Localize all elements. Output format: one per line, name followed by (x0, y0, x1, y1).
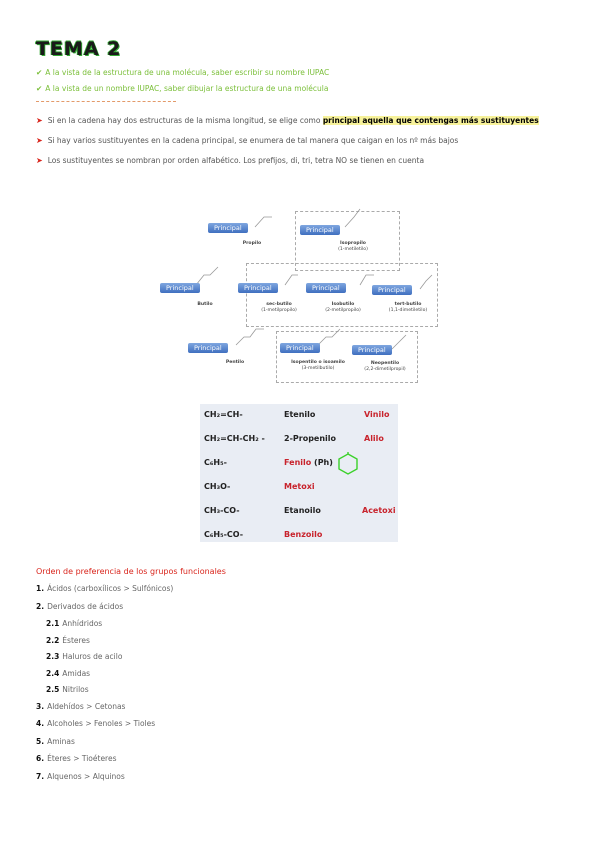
list-item (46, 636, 90, 645)
molecule-label: sec-butilo (1-metilpropilo) (261, 302, 297, 313)
list-text: Nitrilos (62, 685, 89, 694)
list-text: Ácidos (carboxílicos > Sulfónicos) (47, 584, 174, 593)
molecule-label: tert-butilo (1,1-dimetiletilo) (388, 302, 428, 313)
molecule-label: Pentilo (225, 360, 245, 365)
list-item (46, 685, 89, 694)
molecule-label: Propilo (242, 241, 262, 246)
list-number: 2.5 (46, 685, 60, 694)
list-number: 7. (36, 771, 45, 781)
list-number: 2. (36, 601, 45, 611)
list-item (36, 754, 117, 763)
list-text: Amidas (62, 668, 91, 678)
rule-1: ➤ Si en la cadena hay dos estructuras de la misma longitud, se elige como principal aquella que contengas más sustituyentes (36, 116, 539, 125)
benzene-ring-icon (337, 452, 359, 476)
objective-2: ✔ A la vista de un nombre IUPAC, saber dibujar la estructura de una molécula (36, 84, 329, 93)
section-title: Orden de preferencia de los grupos funcionales (36, 567, 226, 576)
list-text: Ésteres (62, 635, 90, 645)
principal-pill: Principal (372, 285, 412, 295)
molecule-label: Neopentilo (2,2-dimetilpropil) (364, 361, 406, 372)
list-number: 5. (36, 736, 45, 746)
objective-1: ✔ A la vista de la estructura de una molécula, saber escribir su nombre IUPAC (36, 68, 330, 77)
divider (36, 101, 176, 102)
list-number: 1. (36, 584, 45, 593)
principal-pill: Principal (238, 283, 278, 293)
list-number: 6. (36, 754, 45, 763)
principal-pill: Principal (352, 345, 392, 355)
list-item (36, 737, 75, 746)
list-number: 2.2 (46, 635, 60, 645)
rule-2: ➤ Si hay varios sustituyentes en la cadena principal, se enumera de tal manera que caigan en los nº más bajos (36, 136, 459, 145)
check-icon: ✔ (36, 84, 43, 93)
list-item (36, 702, 125, 711)
arrow-icon: ➤ (36, 136, 43, 145)
rule-3: ➤ Los sustituyentes se nombran por orden alfabético. Los prefijos, di, tri, tetra NO se tienen en cuenta (36, 156, 425, 165)
molecule-label: Isobutilo (2-metilpropilo) (325, 302, 361, 313)
list-text: Alquenos > Alquinos (47, 771, 125, 781)
list-item (36, 584, 173, 593)
list-item (36, 602, 123, 611)
list-text: Aminas (47, 736, 75, 746)
list-number: 4. (36, 719, 45, 728)
molecule-label: Butilo (197, 302, 213, 307)
principal-pill: Principal (280, 343, 320, 353)
molecule-label: Isopropilo (1-metiletilo) (338, 241, 368, 252)
check-icon: ✔ (36, 68, 43, 77)
list-text: Alcoholes > Fenoles > Tioles (47, 719, 156, 728)
alkyl-diagram (160, 205, 442, 393)
page-title: TEMA 2 (36, 38, 122, 60)
arrow-icon: ➤ (36, 116, 43, 125)
list-item (36, 719, 155, 728)
principal-pill: Principal (306, 283, 346, 293)
list-number: 3. (36, 701, 45, 711)
list-text: Éteres > Tioéteres (47, 754, 117, 763)
list-text: Anhídridos (62, 619, 103, 628)
list-number: 2.1 (46, 619, 60, 628)
list-text: Aldehídos > Cetonas (47, 701, 126, 711)
list-item (46, 619, 102, 628)
arrow-icon: ➤ (36, 156, 43, 165)
list-text: Derivados de ácidos (47, 601, 124, 611)
principal-pill: Principal (208, 223, 248, 233)
list-item (36, 772, 125, 781)
list-item (46, 652, 122, 661)
list-number: 2.4 (46, 668, 60, 678)
principal-pill: Principal (188, 343, 228, 353)
molecule-label: Isopentilo o isoamilo (3-metilbutilo) (291, 360, 345, 371)
substituent-table: CH₂=CH- Etenilo Vinilo CH₂=CH-CH₂ - 2-Propenilo Alilo C₆H₅- Fenilo (Ph) CH₃O- Metoxi CH₃-CO- Etanoilo Acetoxi C₆H₅-CO- Benzoilo (200, 404, 398, 542)
principal-pill: Principal (160, 283, 200, 293)
list-number: 2.3 (46, 652, 60, 661)
list-item (46, 669, 90, 678)
principal-pill: Principal (300, 225, 340, 235)
list-text: Haluros de acilo (62, 652, 123, 661)
